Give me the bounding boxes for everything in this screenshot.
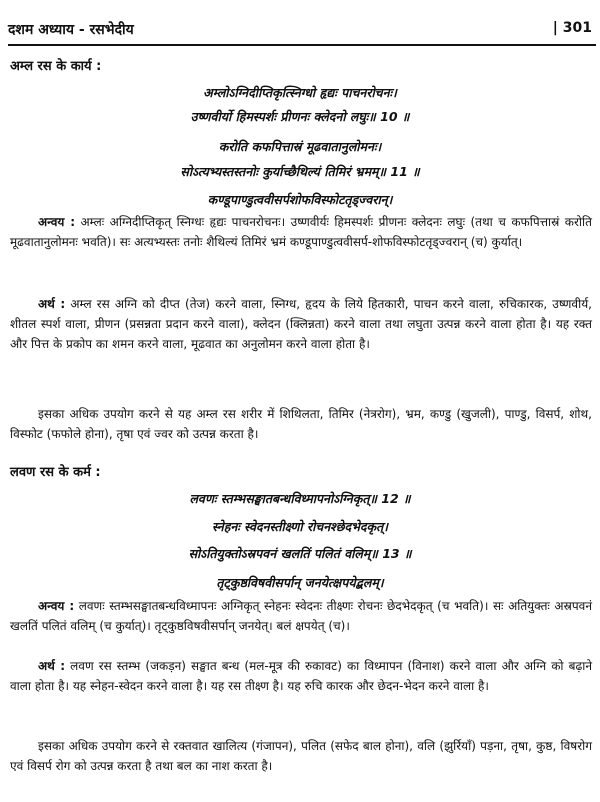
section-heading-lavana: लवण रस के कर्म : bbox=[10, 465, 101, 480]
anvaya-label: अन्वय : bbox=[38, 599, 75, 613]
anvaya-label: अन्वय : bbox=[38, 215, 76, 229]
verse-line: लवणः स्तम्भसङ्घातबन्धविध्मापनोऽग्निकृत्॥ 12 ॥ bbox=[189, 491, 411, 506]
chapter-title: दशम अध्याय - रसभेदीय bbox=[8, 22, 134, 38]
verse-line: तृट्कुष्ठविषवीसर्पान् जनयेत्क्षपयेद्बलम्। bbox=[216, 575, 384, 590]
verse-line: अम्लोऽग्निदीप्तिकृत्स्निग्धो हृद्यः पाचनरोचनः। bbox=[203, 85, 397, 100]
artha-label: अर्थ : bbox=[38, 659, 66, 673]
anvaya-text: लवणः स्तम्भसङ्घातबन्धविध्मापनः अग्निकृत् स्नेहनः स्वेदनः तीक्ष्णः रोचनः छेदभेदकृत् (च भवति)। सः अतियुक्तः अस्रपवनं खलतिं पलितं वलिम् (च कुर्यात्)। तृट्कुष्ठविषवीसर्पान् जनयेत्। बलं क्षपयेत् (च)। bbox=[10, 599, 592, 633]
artha-text: लवण रस स्तम्भ (जकड़न) सङ्घात बन्ध (मल-मूत्र की रुकावट) का विध्मापन (विनाश) करने वाला और अग्नि को बढ़ाने वाला होता है। यह स्नेहन-स्वेदन करने वाला है। यह रस तीक्ष्ण है। यह रुचि कारक और छेदन-भेदन करने वाला है। bbox=[10, 659, 592, 693]
verse-line: स्नेहनः स्वेदनस्तीक्ष्णो रोचनश्छेदभेदकृत्। bbox=[211, 519, 389, 534]
verse-line: करोति कफपित्तास्रं मूढवातानुलोमनः। bbox=[218, 139, 382, 154]
usage-paragraph: इसका अधिक उपयोग करने से यह अम्ल रस शरीर में शिथिलता, तिमिर (नेत्ररोग), भ्रम, कण्डु (खुजली), पाण्डु, विसर्प, शोथ, विस्फोट (फफोले होना), तृषा एवं ज्वर को उत्पन्न करता है। bbox=[10, 407, 592, 441]
verse-line: सोऽतियुक्तोऽस्रपवनं खलतिं पलितं वलिम्॥ 13 ॥ bbox=[188, 546, 412, 561]
section-heading-amla: अम्ल रस के कार्य : bbox=[10, 59, 102, 74]
anvaya-paragraph bbox=[10, 212, 592, 252]
page-header bbox=[8, 18, 596, 46]
artha-paragraph bbox=[10, 656, 592, 696]
verse-line: सोऽत्यभ्यस्तस्तनोः कुर्याच्छैथिल्यं तिमिरं भ्रमम्॥ 11 ॥ bbox=[180, 164, 420, 179]
verse-line: कण्डूपाण्डुत्ववीसर्पशोफविस्फोटतृड्ज्वरान्। bbox=[207, 192, 393, 207]
artha-label: अर्थ : bbox=[38, 297, 66, 311]
page-number: | 301 bbox=[552, 20, 592, 36]
verse-line: उष्णवीर्यो हिमस्पर्शः प्रीणनः क्लेदनो लघुः॥ 10 ॥ bbox=[190, 109, 410, 124]
anvaya-text: अम्लः अग्निदीप्तिकृत् स्निग्धः हृद्यः पाचनरोचनः। उष्णवीर्यः हिमस्पर्शः प्रीणनः क्लेदनः लघुः (तथा च कफपित्तास्रं करोति मूढवातानुलोमनः भवति)। सः अत्यभ्यस्तः तनोः शैथिल्यं तिमिरं भ्रमं कण्डूपाण्डुत्ववीसर्प-शोफविस्फोटतृड्ज्वरान् (च) कुर्यात्। bbox=[10, 215, 592, 249]
artha-paragraph bbox=[10, 294, 592, 354]
artha-text: अम्ल रस अग्नि को दीप्त (तेज) करने वाला, स्निग्ध, हृदय के लिये हितकारी, पाचन करने वाला, रुचिकारक, उष्णवीर्य, शीतल स्पर्श वाला, प्रीणन (प्रसन्नता प्रदान करने वाला), क्लेदन (क्लिन्नता) करने वाला तथा लघुता उत्पन्न करने वाला होता है। यह रक्त और पित्त के प्रकोप का शमन करने वाला, मूढवात का अनुलोमन करने वाला होता है। bbox=[10, 297, 592, 351]
anvaya-paragraph bbox=[10, 596, 592, 636]
usage-paragraph: इसका अधिक उपयोग करने से रक्तवात खालित्य (गंजापन), पलित (सफेद बाल होना), वलि (झुर्रियाँ) पड़ना, तृषा, कुष्ठ, विषरोग एवं विसर्प रोग को उत्पन्न करता है तथा बल का नाश करता है। bbox=[10, 739, 592, 773]
